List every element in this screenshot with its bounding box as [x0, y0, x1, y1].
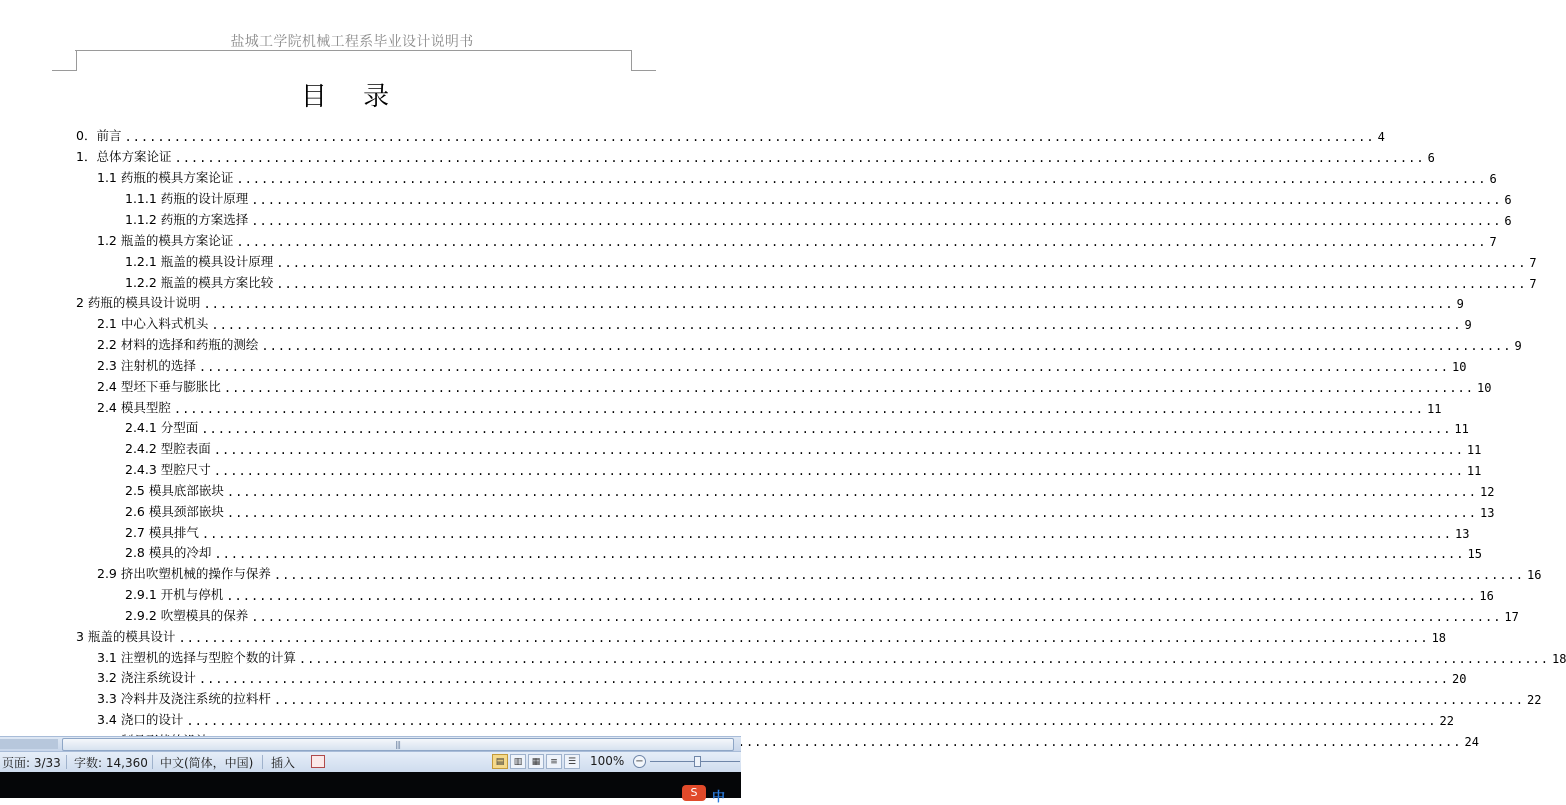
toc-entry[interactable] [125, 541, 1482, 561]
toc-entry-label: 3.1 注塑机的选择与型腔个数的计算 [97, 650, 296, 665]
toc-entry[interactable] [125, 521, 1470, 541]
toc-entry[interactable] [76, 625, 1447, 645]
toc-entry[interactable] [125, 583, 1494, 603]
language-indicator[interactable]: 中文(简体，中国) [160, 756, 254, 770]
toc-entry-label: 2 药瓶的模具设计说明 [76, 295, 201, 310]
toc-heading: 目 录 [300, 82, 404, 112]
toc-leader [251, 193, 1501, 207]
toc-entry-page: 10 [1477, 381, 1492, 395]
toc-leader [299, 652, 1549, 666]
toc-entry[interactable] [97, 312, 1472, 332]
page-header: 盐城工学院机械工程系毕业设计说明书 [230, 34, 474, 50]
toc-leader [178, 631, 1428, 645]
toc-entry[interactable] [125, 250, 1537, 270]
toc-leader [174, 151, 1424, 165]
toc-leader [224, 381, 1474, 395]
toc-entry-label: 2.4.1 分型面 [125, 420, 199, 435]
toc-entry-label: 3 瓶盖的模具设计 [76, 629, 176, 644]
toc-leader [124, 130, 1374, 144]
zoom-level[interactable]: 100% [590, 754, 625, 768]
draft-view-icon[interactable]: ☰ [564, 754, 580, 769]
toc-entry-label: 1．总体方案论证 [76, 149, 172, 164]
toc-entry-page: 6 [1504, 214, 1512, 228]
toc-entry-page: 9 [1456, 297, 1464, 311]
header-rule [75, 50, 631, 51]
toc-leader [214, 464, 1464, 478]
toc-entry[interactable] [125, 604, 1519, 624]
status-divider [152, 755, 153, 769]
margin-corner-right [631, 50, 656, 71]
toc-entry-page: 13 [1455, 527, 1470, 541]
toc-entry-page: 6 [1427, 151, 1435, 165]
outline-view-icon[interactable]: ≡ [546, 754, 562, 769]
toc-entry[interactable] [97, 687, 1542, 707]
toc-entry[interactable] [76, 291, 1464, 311]
toc-leader [202, 527, 1452, 541]
toc-entry-label: 3.4 浇口的设计 [97, 712, 184, 727]
toc-leader [236, 235, 1486, 249]
toc-leader [226, 589, 1476, 603]
toc-leader [186, 714, 1436, 728]
toc-entry[interactable] [97, 562, 1542, 582]
status-bar [0, 751, 741, 772]
toc-entry-label: 1.1 药瓶的模具方案论证 [97, 170, 234, 185]
page-count[interactable]: 页面: 3/33 [2, 756, 61, 770]
toc-leader [203, 297, 1453, 311]
toc-entry[interactable] [125, 437, 1482, 457]
status-divider [262, 755, 263, 769]
toc-entry-page: 10 [1452, 360, 1467, 374]
toc-entry-page: 4 [1377, 130, 1385, 144]
toc-entry-page: 16 [1479, 589, 1494, 603]
toc-leader [174, 402, 1424, 416]
toc-leader [274, 693, 1524, 707]
toc-entry-page: 24 [1464, 735, 1479, 749]
toc-entry[interactable] [97, 646, 1566, 666]
toc-entry[interactable] [125, 500, 1495, 520]
toc-entry-page: 7 [1489, 235, 1497, 249]
toc-entry[interactable] [76, 145, 1435, 165]
macro-record-icon[interactable] [311, 755, 325, 768]
scrollbar-thumb[interactable] [62, 738, 734, 751]
toc-entry[interactable] [125, 271, 1537, 291]
toc-entry-page: 17 [1504, 610, 1519, 624]
status-divider [66, 755, 67, 769]
toc-entry-label: 2.8 模具的冷却 [125, 545, 212, 560]
toc-entry-label: 2.9.2 吹塑模具的保养 [125, 608, 249, 623]
toc-entry[interactable] [125, 479, 1495, 499]
toc-leader [251, 610, 1501, 624]
toc-entry-page: 6 [1489, 172, 1497, 186]
toc-leader [251, 214, 1501, 228]
toc-entry-page: 7 [1529, 256, 1537, 270]
toc-leader [214, 547, 1464, 561]
toc-entry-label: 1.2.2 瓶盖的模具方案比较 [125, 275, 274, 290]
toc-entry-page: 13 [1480, 506, 1495, 520]
ime-language-indicator[interactable]: 中 [712, 790, 726, 805]
toc-entry-label: 2.2 材料的选择和药瓶的测绘 [97, 337, 259, 352]
toc-entry-page: 9 [1514, 339, 1522, 353]
toc-entry-page: 15 [1467, 547, 1482, 561]
toc-entry-label: 2.4.2 型腔表面 [125, 441, 211, 456]
word-count[interactable]: 字数: 14,360 [74, 756, 148, 770]
toc-entry-label: 2.6 模具颈部嵌块 [125, 504, 224, 519]
toc-leader [199, 360, 1449, 374]
scrollbar-track[interactable] [0, 739, 58, 749]
toc-entry-label: 3.3 冷料井及浇注系统的拉料杆 [97, 691, 271, 706]
toc-entry[interactable] [125, 416, 1469, 436]
toc-leader [276, 256, 1526, 270]
zoom-slider-thumb[interactable] [694, 756, 701, 767]
toc-leader [236, 172, 1486, 186]
toc-entry[interactable] [97, 708, 1454, 728]
toc-entry-label: 2.4.3 型腔尺寸 [125, 462, 211, 477]
toc-entry[interactable] [97, 666, 1467, 686]
toc-entry-page: 22 [1527, 693, 1542, 707]
toc-entry-label: 2.3 注射机的选择 [97, 358, 196, 373]
horizontal-scrollbar[interactable] [0, 736, 741, 751]
toc-entry-label: 2.5 模具底部嵌块 [125, 483, 224, 498]
toc-entry-page: 7 [1529, 277, 1537, 291]
toc-entry-page: 9 [1464, 318, 1472, 332]
toc-entry-label: 1.2 瓶盖的模具方案论证 [97, 233, 234, 248]
margin-corner-left [52, 50, 77, 71]
web-layout-icon[interactable]: ▦ [528, 754, 544, 769]
toc-entry-page: 6 [1504, 193, 1512, 207]
toc-entry-page: 20 [1452, 672, 1467, 686]
toc-entry-page: 16 [1527, 568, 1542, 582]
toc-entry-label: 2.4 型坯下垂与膨胀比 [97, 379, 221, 394]
toc-entry-label: 3.2 浇注系统设计 [97, 670, 196, 685]
toc-entry[interactable] [97, 354, 1467, 374]
toc-entry-page: 11 [1466, 443, 1482, 457]
toc-entry-label: 1.1.1 药瓶的设计原理 [125, 191, 249, 206]
toc-entry[interactable] [97, 396, 1442, 416]
toc-entry-page: 18 [1552, 652, 1566, 666]
page-layout-view-icon[interactable]: ▤ [492, 754, 508, 769]
toc-leader [276, 277, 1526, 291]
toc-leader [211, 318, 1461, 332]
toc-entry[interactable] [97, 333, 1522, 353]
taskbar [0, 772, 741, 798]
scrollbar-grip-icon: ||| [395, 740, 401, 749]
toc-entry-label: 2.1 中心入料式机头 [97, 316, 209, 331]
toc-entry-label: 1.1.2 药瓶的方案选择 [125, 212, 249, 227]
zoom-out-button[interactable]: − [633, 755, 646, 768]
toc-leader [227, 506, 1477, 520]
toc-entry-label: 2.4 模具型腔 [97, 400, 171, 415]
full-screen-reading-icon[interactable]: ▥ [510, 754, 526, 769]
toc-leader [274, 568, 1524, 582]
ime-sogou-icon[interactable]: S [682, 785, 706, 801]
toc-leader [227, 485, 1477, 499]
toc-entry-page: 18 [1431, 631, 1447, 645]
toc-entry-label: 2.9 挤出吹塑机械的操作与保养 [97, 566, 271, 581]
toc-entry-page: 12 [1480, 485, 1495, 499]
toc-entry-page: 22 [1439, 714, 1454, 728]
toc-entry[interactable] [97, 229, 1497, 249]
toc-entry-page: 11 [1454, 422, 1469, 436]
toc-entry[interactable] [125, 208, 1512, 228]
toc-entry-label: 2.7 模具排气 [125, 525, 199, 540]
toc-entry[interactable] [125, 458, 1482, 478]
toc-entry[interactable] [97, 375, 1492, 395]
toc-entry[interactable] [125, 187, 1512, 207]
toc-leader [261, 339, 1511, 353]
toc-entry-label: 2.9.1 开机与停机 [125, 587, 224, 602]
toc-leader [201, 422, 1451, 436]
toc-entry[interactable] [76, 124, 1385, 144]
toc-leader [214, 443, 1464, 457]
toc-entry[interactable] [97, 166, 1497, 186]
toc-entry-page: 11 [1466, 464, 1482, 478]
toc-entry-page: 11 [1427, 402, 1442, 416]
insert-mode-indicator[interactable]: 插入 [271, 756, 296, 770]
toc-entry-label: 0．前言 [76, 128, 122, 143]
toc-entry-label: 1.2.1 瓶盖的模具设计原理 [125, 254, 274, 269]
toc-leader [199, 672, 1449, 686]
